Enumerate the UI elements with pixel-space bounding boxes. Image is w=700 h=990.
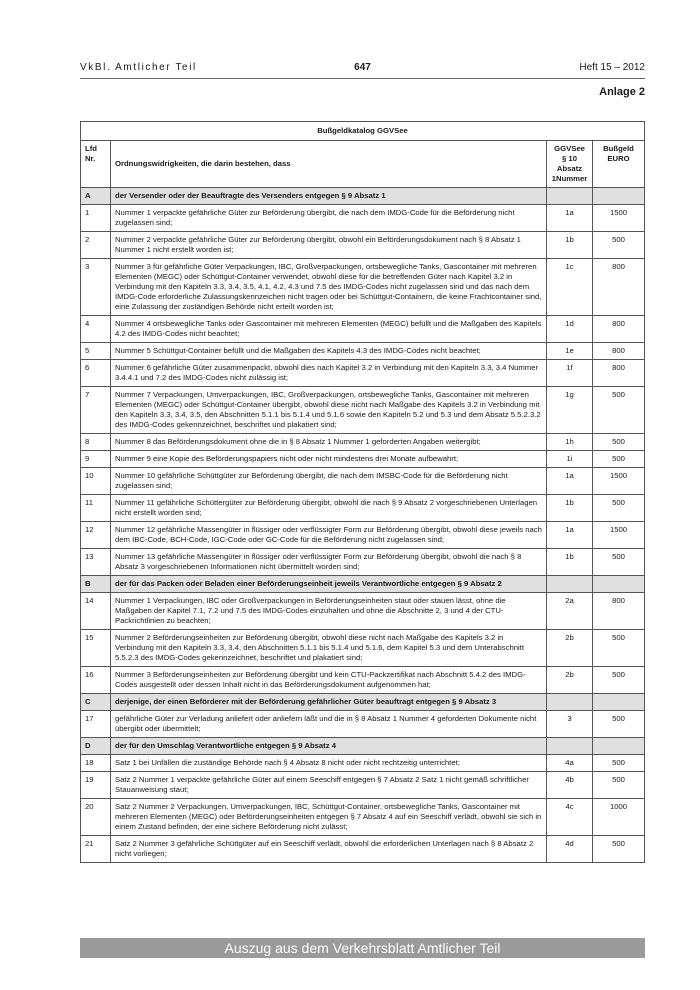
row-text: Nummer 12 gefährliche Massengüter in flüssiger oder verflüssigter Form zur Beförderung übergibt, obwohl diese jeweils nach dem IBC-Code, BCH-Code, IGC-Code oder GC-Code für die Beförderung nicht zugelassen sind; — [111, 522, 547, 549]
row-number: 17 — [81, 711, 111, 738]
row-number: A — [81, 188, 111, 205]
row-code: 1f — [547, 360, 593, 387]
row-text: derjenige, der einen Beförderer mit der Beförderung gefährlicher Güter beauftragt entgegen § 9 Absatz 3 — [111, 694, 547, 711]
row-fine: 1000 — [593, 799, 645, 836]
row-fine: 500 — [593, 387, 645, 434]
table-row — [81, 387, 645, 434]
row-text: Nummer 10 gefährliche Schüttgüter zur Beförderung übergibt, die nach dem IMSBC-Code für die Beförderung nicht zugelassen sind; — [111, 468, 547, 495]
col-header-text: Ordnungswidrigkeiten, die darin bestehen, dass — [111, 141, 547, 188]
row-fine: 500 — [593, 836, 645, 863]
table-row — [81, 549, 645, 576]
row-code — [547, 188, 593, 205]
table-row — [81, 495, 645, 522]
table-row — [81, 711, 645, 738]
row-text: Satz 2 Nummer 1 verpackte gefährliche Güter auf einem Seeschiff entgegen § 7 Absatz 2 Satz 1 nicht gemäß schriftlicher Stauanweisung staut; — [111, 772, 547, 799]
table-row — [81, 205, 645, 232]
table-row — [81, 232, 645, 259]
table-row — [81, 772, 645, 799]
table-row — [81, 316, 645, 343]
row-number: 8 — [81, 434, 111, 451]
row-code: 1b — [547, 549, 593, 576]
row-fine: 1500 — [593, 522, 645, 549]
row-code: 1e — [547, 343, 593, 360]
row-code: 1a — [547, 468, 593, 495]
row-number: 7 — [81, 387, 111, 434]
row-number: 3 — [81, 259, 111, 316]
col-header-nr: Lfd Nr. — [81, 141, 111, 188]
row-number: 9 — [81, 451, 111, 468]
row-code — [547, 738, 593, 755]
row-number: 12 — [81, 522, 111, 549]
row-fine: 500 — [593, 772, 645, 799]
table-row — [81, 630, 645, 667]
table-row — [81, 836, 645, 863]
section-row — [81, 188, 645, 205]
row-fine: 800 — [593, 259, 645, 316]
row-fine: 500 — [593, 711, 645, 738]
row-number: 5 — [81, 343, 111, 360]
row-number: 10 — [81, 468, 111, 495]
row-fine: 500 — [593, 667, 645, 694]
section-row — [81, 694, 645, 711]
row-text: Nummer 1 Verpackungen, IBC oder Großverpackungen in Beförderungseinheiten staut oder stauen lässt, ohne die Maßgaben der Kapitel 7.1, 7.2 und 7.5 des IMDG-Codes einzuhalten und ohne die Abschnitte 2, 3 und 4 der CTU-Packrichtlinien zu beachten; — [111, 593, 547, 630]
row-text: Satz 2 Nummer 3 gefährliche Schüttgüter auf ein Seeschiff verlädt, obwohl die erforderlichen Unterlagen nach § 8 Absatz 2 nicht vorliegen; — [111, 836, 547, 863]
row-fine: 800 — [593, 316, 645, 343]
row-number: 19 — [81, 772, 111, 799]
row-fine: 500 — [593, 232, 645, 259]
row-code: 1i — [547, 451, 593, 468]
row-text: Nummer 2 verpackte gefährliche Güter zur Beförderung übergibt, obwohl ein Beförderungsdokument nach § 8 Absatz 1 Nummer 1 nicht erstellt worden ist; — [111, 232, 547, 259]
table-title: Bußgeldkatalog GGVSee — [81, 122, 645, 141]
row-fine: 500 — [593, 434, 645, 451]
section-row — [81, 576, 645, 593]
row-number: 16 — [81, 667, 111, 694]
row-text: Nummer 6 gefährliche Güter zusammenpackt, obwohl dies nach Kapitel 3.2 in Verbindung mit den Kapiteln 3.3, 3.4 Nummer 3.4.4.1 und 7.2 des IMDG-Codes nicht zulässig ist; — [111, 360, 547, 387]
row-number: 4 — [81, 316, 111, 343]
row-code: 3 — [547, 711, 593, 738]
row-number: 14 — [81, 593, 111, 630]
row-fine — [593, 576, 645, 593]
row-code: 2b — [547, 630, 593, 667]
col-header-code: GGVSee § 10 Absatz 1Nummer — [547, 141, 593, 188]
footer-banner: Auszug aus dem Verkehrsblatt Amtlicher Teil — [80, 938, 645, 958]
table-row — [81, 343, 645, 360]
row-number: 20 — [81, 799, 111, 836]
table-row — [81, 360, 645, 387]
table-row — [81, 593, 645, 630]
page-number: 647 — [354, 62, 371, 73]
issue-number: Heft 15 – 2012 — [579, 62, 645, 73]
row-text: Nummer 2 Beförderungseinheiten zur Beförderung übergibt, obwohl diese nicht nach Maßgabe des Kapitels 3.2 in Verbindung mit den Kapiteln 3.3, 3.4, den Abschnitten 5.1.1 bis 5.1.4 und 5.1.6, dem Kapitel 5.3 und dem Unterabschnitt 5.5.2.3 des IMDG-Codes gekennzeichnet, beschriftet und plakatiert sind; — [111, 630, 547, 667]
row-text: der Versender oder der Beauftragte des Versenders entgegen § 9 Absatz 1 — [111, 188, 547, 205]
row-fine — [593, 694, 645, 711]
row-code — [547, 694, 593, 711]
row-number: 1 — [81, 205, 111, 232]
table-row — [81, 799, 645, 836]
row-code: 4d — [547, 836, 593, 863]
row-text: der für den Umschlag Verantwortliche entgegen § 9 Absatz 4 — [111, 738, 547, 755]
row-text: gefährliche Güter zur Verladung anliefert oder anliefern läßt und die in § 8 Absatz 1 Nummer 4 geforderten Dokumente nicht übergibt oder übermittelt; — [111, 711, 547, 738]
row-number: 15 — [81, 630, 111, 667]
row-number: 18 — [81, 755, 111, 772]
row-code: 4c — [547, 799, 593, 836]
journal-name: VkBl. Amtlicher Teil — [80, 62, 197, 73]
row-text: Nummer 4 ortsbewegliche Tanks oder Gascontainer mit mehreren Elementen (MEGC) befüllt und die Maßgaben des Kapitels 4.2 des IMDG-Codes nicht beachtet; — [111, 316, 547, 343]
row-code: 1a — [547, 522, 593, 549]
row-text: Nummer 5 Schüttgut-Container befüllt und die Maßgaben des Kapitels 4.3 des IMDG-Codes nicht beachtet; — [111, 343, 547, 360]
row-fine — [593, 188, 645, 205]
row-code: 1c — [547, 259, 593, 316]
row-code: 1g — [547, 387, 593, 434]
row-code: 2a — [547, 593, 593, 630]
row-fine: 800 — [593, 343, 645, 360]
row-fine: 500 — [593, 451, 645, 468]
section-row — [81, 738, 645, 755]
column-header-row — [81, 141, 645, 188]
page-header — [80, 62, 645, 76]
table-title-row — [81, 122, 645, 141]
fine-catalog-table — [80, 121, 645, 863]
row-text: Nummer 11 gefährliche Schüttergüter zur Beförderung übergibt, obwohl die nach § 9 Absatz 2 vorgeschriebenen Unterlagen nicht erstellt worden sind; — [111, 495, 547, 522]
col-header-fine: Bußgeld EURO — [593, 141, 645, 188]
row-fine: 500 — [593, 630, 645, 667]
row-code: 1a — [547, 205, 593, 232]
row-text: Satz 2 Nummer 2 Verpackungen, Umverpackungen, IBC, Schüttgut-Container, ortsbewegliche Tanks, Gascontainer mit mehreren Elementen (MEGC) oder Beförderungseinheiten entgegen § 7 Absatz 4 auf ein Seeschiff verlädt, obwohl sie sich in einem Zustand befinden, der eine sichere Beförderung nicht zulässt; — [111, 799, 547, 836]
table-row — [81, 667, 645, 694]
row-number: 6 — [81, 360, 111, 387]
row-fine: 800 — [593, 593, 645, 630]
header-rule — [80, 78, 645, 79]
row-text: Nummer 9 eine Kopie des Beförderungspapiers nicht oder nicht mindestens drei Monate aufbewahrt; — [111, 451, 547, 468]
row-number: C — [81, 694, 111, 711]
table-body — [81, 188, 645, 863]
row-code: 2b — [547, 667, 593, 694]
row-code — [547, 576, 593, 593]
row-number: B — [81, 576, 111, 593]
row-fine: 1500 — [593, 468, 645, 495]
appendix-label: Anlage 2 — [599, 86, 645, 98]
row-text: Nummer 3 für gefährliche Güter Verpackungen, IBC, Großverpackungen, ortsbewegliche Tanks, Gascontainer mit mehreren Elementen (MEGC) oder Schüttgut-Container verwendet, obwohl diese für die betreffenden Güter nach Kapitel 3.2 in Verbindung mit den Kapiteln 3.3, 3.4, 3.5, 4.1, 4.2, 4.3 und 7.5 des IMDG-Codes nicht zugelassen sind und das nach dem IMDG-Code erforderliche Zulassungskennzeichen nicht tragen oder bei Schüttgut-Containern, die keine Frachtcontainer sind, eine Zulassung der zuständigen Behörde nicht erteilt worden ist; — [111, 259, 547, 316]
row-number: 13 — [81, 549, 111, 576]
row-number: D — [81, 738, 111, 755]
table-row — [81, 434, 645, 451]
row-number: 21 — [81, 836, 111, 863]
row-code: 1b — [547, 232, 593, 259]
row-code: 1d — [547, 316, 593, 343]
row-code: 4b — [547, 772, 593, 799]
table-row — [81, 451, 645, 468]
row-fine: 500 — [593, 495, 645, 522]
table-row — [81, 522, 645, 549]
row-code: 4a — [547, 755, 593, 772]
row-number: 11 — [81, 495, 111, 522]
row-text: Nummer 13 gefährliche Massengüter in flüssiger oder verflüssigter Form zur Beförderung übergibt, obwohl die nach § 8 Absatz 3 vorgeschriebenen Informationen nicht übermittelt worden sind; — [111, 549, 547, 576]
row-fine: 1500 — [593, 205, 645, 232]
row-fine: 500 — [593, 549, 645, 576]
row-text: Nummer 1 verpackte gefährliche Güter zur Beförderung übergibt, die nach dem IMDG-Code für die Beförderung nicht zugelassen sind; — [111, 205, 547, 232]
row-fine: 500 — [593, 755, 645, 772]
table-row — [81, 468, 645, 495]
row-text: Nummer 7 Verpackungen, Umverpackungen, IBC, Großverpackungen, ortsbewegliche Tanks, Gascontainer mit mehreren Elementen (MEGC) oder Schüttgut-Container übergibt, obwohl diese nicht nach Maßgabe des Kapitels 3.2 in Verbindung mit den Kapiteln 3.3, 3.4, 3.5, den Abschnitten 5.1.1 bis 5.1.4 und 5.1.6 sowie den Kapiteln 5.2 und 5.3 und dem Absatz 5.5.2.3.2 des IMDG-Codes gekennzeichnet, beschriftet und plakatiert sind; — [111, 387, 547, 434]
row-text: Nummer 3 Beförderungseinheiten zur Beförderung übergibt und kein CTU-Packzertifikat nach Abschnitt 5.4.2 des IMDG-Codes ausgestellt oder dessen Inhalt nicht in das Beförderungsdokument aufgenommen hat; — [111, 667, 547, 694]
table-row — [81, 755, 645, 772]
row-code: 1h — [547, 434, 593, 451]
row-text: Satz 1 bei Unfällen die zuständige Behörde nach § 4 Absatz 8 nicht oder nicht rechtzeitig unterrichtet; — [111, 755, 547, 772]
row-fine: 800 — [593, 360, 645, 387]
row-number: 2 — [81, 232, 111, 259]
table-row — [81, 259, 645, 316]
row-code: 1b — [547, 495, 593, 522]
row-fine — [593, 738, 645, 755]
row-text: der für das Packen oder Beladen einer Beförderungseinheit jeweils Verantwortliche entgegen § 9 Absatz 2 — [111, 576, 547, 593]
row-text: Nummer 8 das Beförderungsdokument ohne die in § 8 Absatz 1 Nummer 1 geforderten Angaben weitergibt; — [111, 434, 547, 451]
